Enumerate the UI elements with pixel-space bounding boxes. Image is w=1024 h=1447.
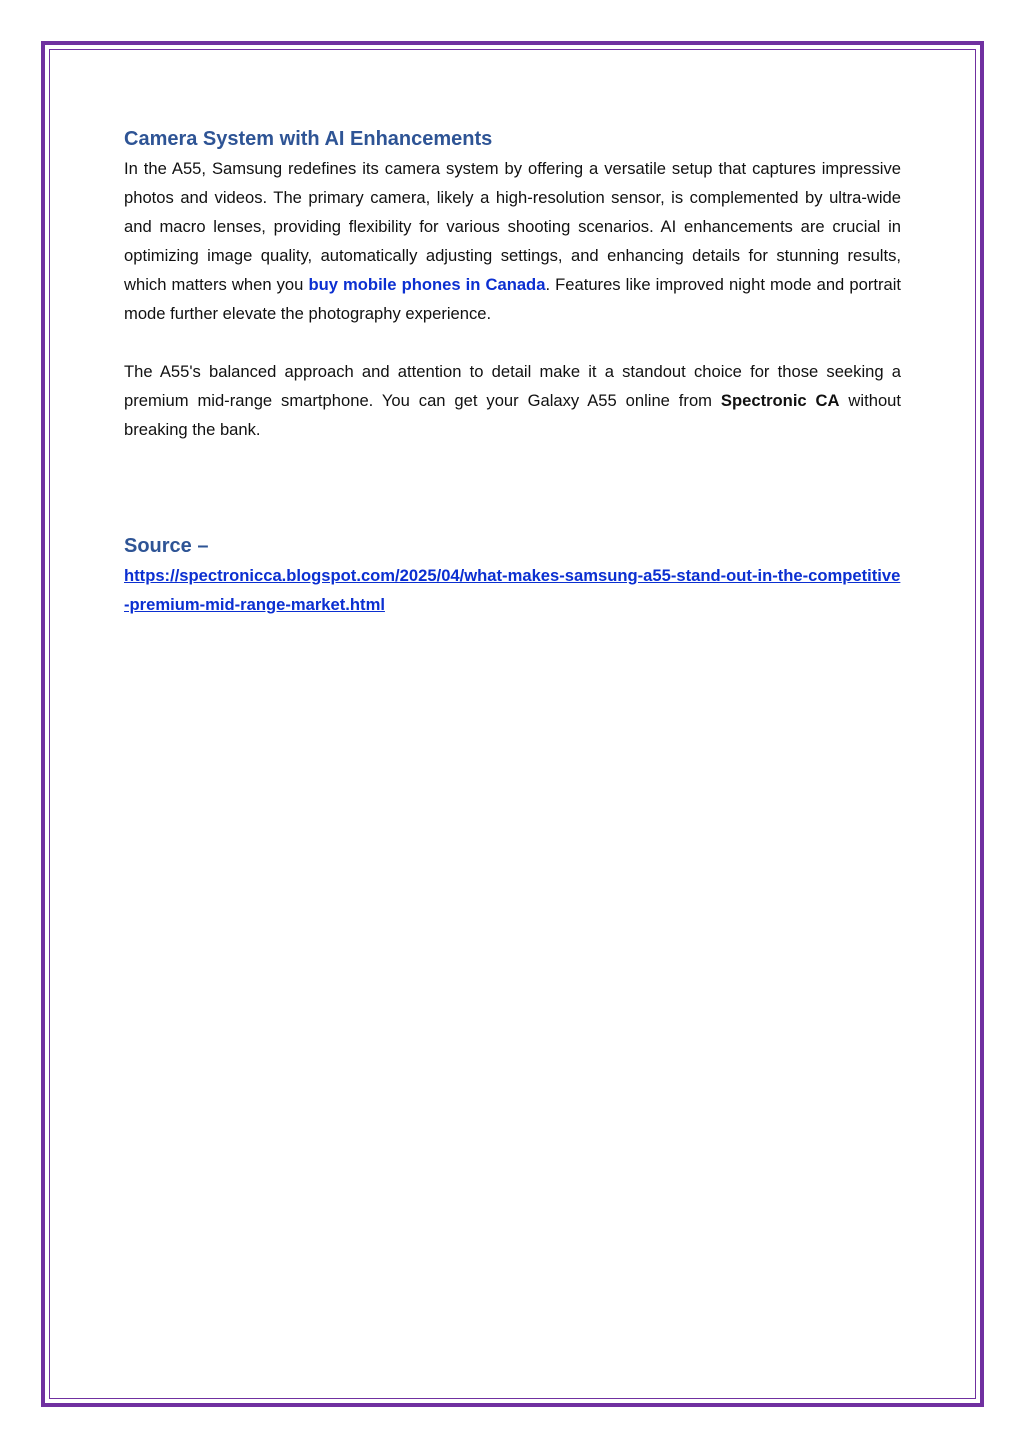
paragraph-text: The A55's balanced approach and attention to detail make it a standout choice for those seeking a premium mid-range smartphone. You can get your Galaxy A55 online from — [124, 362, 901, 410]
buy-mobile-phones-link[interactable]: buy mobile phones in Canada — [308, 275, 546, 294]
paragraph-text: without breaking the bank. — [124, 391, 902, 439]
store-name: Spectronic CA — [720, 391, 840, 410]
document-content — [124, 124, 901, 619]
paragraph-text: In the A55, Samsung redefines its camera system by offering a versatile setup that captures impressive photos and videos. The primary camera, likely a high-resolution sensor, is complemented by ultra-wide and macro lenses, providing flexibility for various shooting scenarios. AI enhancements are crucial in optimizing image quality, automatically adjusting settings, and enhancing details for stunning results, which matters when you — [124, 159, 901, 294]
source-heading: Source – — [124, 535, 209, 557]
section-gap — [124, 444, 901, 531]
section-heading: Camera System with AI Enhancements — [124, 128, 493, 150]
paragraph-camera-system — [124, 154, 901, 328]
paragraph-gap — [124, 328, 901, 357]
paragraph-text: . Features like improved night mode and portrait mode further elevate the photography experience. — [124, 275, 902, 323]
source-url-link[interactable]: https://spectronicca.blogspot.com/2025/04/what-makes-samsung-a55-stand-out-in-the-competitive-premium-mid-range-market.html — [124, 566, 901, 614]
paragraph-conclusion — [124, 357, 901, 444]
